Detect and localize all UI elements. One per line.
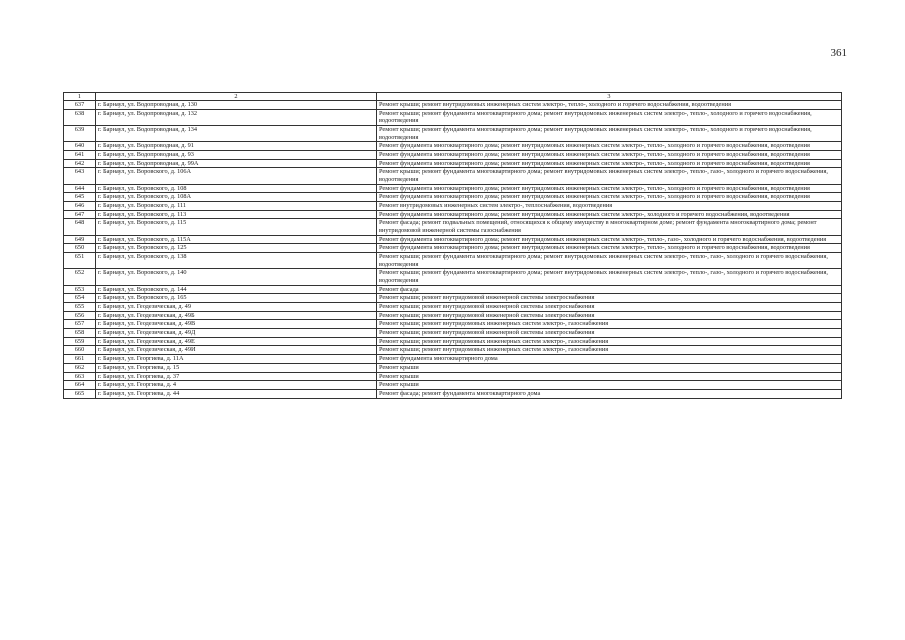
table-row bbox=[64, 346, 842, 355]
works-cell: Ремонт крыши; ремонт внутридомовых инженерных систем электро-, тепло-, холодного и горячего водоснабжения, водоотведения bbox=[377, 101, 842, 110]
row-number-cell: 657 bbox=[64, 320, 96, 329]
header-col-2: 2 bbox=[96, 93, 377, 101]
address-cell: г. Барнаул, ул. Водопроводная, д. 99А bbox=[96, 159, 377, 168]
works-cell: Ремонт фундамента многоквартирного дома; ремонт внутридомовых инженерных систем электро-, тепло-, холодного и горячего водоснабжения, водоотведения bbox=[377, 193, 842, 202]
works-cell: Ремонт крыши; ремонт фундамента многоквартирного дома; ремонт внутридомовых инженерных систем электро-, тепло-, холодного и горячего водоснабжения, водоотведения bbox=[377, 109, 842, 125]
works-cell: Ремонт крыши; ремонт внутридомовой инженерной системы электроснабжения bbox=[377, 303, 842, 312]
table-row bbox=[64, 303, 842, 312]
row-number-cell: 641 bbox=[64, 151, 96, 160]
row-number-cell: 665 bbox=[64, 389, 96, 398]
header-col-3: 3 bbox=[377, 93, 842, 101]
works-cell: Ремонт крыши; ремонт фундамента многоквартирного дома; ремонт внутридомовых инженерных систем электро-, тепло-, газо-, холодного и горячего водоснабжения, водоотведения bbox=[377, 253, 842, 269]
address-cell: г. Барнаул, ул. Воровского, д. 165 bbox=[96, 294, 377, 303]
table-row bbox=[64, 253, 842, 269]
address-cell: г. Барнаул, ул. Георгиева, д. 11А bbox=[96, 355, 377, 364]
row-number-cell: 655 bbox=[64, 303, 96, 312]
table-row bbox=[64, 320, 842, 329]
works-cell: Ремонт фасада bbox=[377, 285, 842, 294]
works-cell: Ремонт фундамента многоквартирного дома; ремонт внутридомовых инженерных систем электро-, тепло-, газо-, холодного и горячего водоснабжения, водоотведения bbox=[377, 235, 842, 244]
table-row bbox=[64, 337, 842, 346]
address-cell: г. Барнаул, ул. Воровского, д. 125 bbox=[96, 244, 377, 253]
table-row bbox=[64, 219, 842, 235]
table-row bbox=[64, 202, 842, 211]
table-row bbox=[64, 372, 842, 381]
table-row bbox=[64, 329, 842, 338]
row-number-cell: 661 bbox=[64, 355, 96, 364]
works-cell: Ремонт фундамента многоквартирного дома; ремонт внутридомовых инженерных систем электро-, тепло-, холодного и горячего водоснабжения, водоотведения bbox=[377, 151, 842, 160]
row-number-cell: 651 bbox=[64, 253, 96, 269]
address-cell: г. Барнаул, ул. Георгиева, д. 44 bbox=[96, 389, 377, 398]
table-row bbox=[64, 244, 842, 253]
works-cell: Ремонт фундамента многоквартирного дома bbox=[377, 355, 842, 364]
row-number-cell: 654 bbox=[64, 294, 96, 303]
address-cell: г. Барнаул, ул. Воровского, д. 144 bbox=[96, 285, 377, 294]
table-row bbox=[64, 269, 842, 285]
row-number-cell: 642 bbox=[64, 159, 96, 168]
table-row bbox=[64, 184, 842, 193]
address-cell: г. Барнаул, ул. Геодезическая, д. 49Д bbox=[96, 329, 377, 338]
address-cell: г. Барнаул, ул. Геодезическая, д. 49И bbox=[96, 346, 377, 355]
table-row bbox=[64, 159, 842, 168]
works-cell: Ремонт фасада; ремонт подвальных помещений, относящихся к общему имуществу в многоквартирном доме; ремонт фундамента многоквартирного дома; ремонт внутридомовой инженерной системы газоснабжения bbox=[377, 219, 842, 235]
address-cell: г. Барнаул, ул. Воровского, д. 115А bbox=[96, 235, 377, 244]
row-number-cell: 649 bbox=[64, 235, 96, 244]
works-cell: Ремонт крыши bbox=[377, 372, 842, 381]
works-cell: Ремонт внутридомовых инженерных систем электро-, теплоснабжения, водоотведения bbox=[377, 202, 842, 211]
address-cell: г. Барнаул, ул. Воровского, д. 106А bbox=[96, 168, 377, 184]
works-cell: Ремонт крыши; ремонт внутридомовых инженерных систем электро-, газоснабжения bbox=[377, 320, 842, 329]
page-number: 361 bbox=[830, 47, 847, 59]
address-cell: г. Барнаул, ул. Георгиева, д. 4 bbox=[96, 381, 377, 390]
address-cell: г. Барнаул, ул. Геодезическая, д. 49Е bbox=[96, 337, 377, 346]
works-cell: Ремонт фундамента многоквартирного дома; ремонт внутридомовых инженерных систем электро-, тепло-, холодного и горячего водоснабжения, водоотведения bbox=[377, 142, 842, 151]
row-number-cell: 645 bbox=[64, 193, 96, 202]
row-number-cell: 638 bbox=[64, 109, 96, 125]
row-number-cell: 646 bbox=[64, 202, 96, 211]
address-cell: г. Барнаул, ул. Водопроводная, д. 91 bbox=[96, 142, 377, 151]
repair-table bbox=[63, 92, 842, 399]
works-cell: Ремонт крыши; ремонт фундамента многоквартирного дома; ремонт внутридомовых инженерных систем электро-, тепло-, газо-, холодного и горячего водоснабжения, водоотведения bbox=[377, 269, 842, 285]
row-number-cell: 656 bbox=[64, 311, 96, 320]
address-cell: г. Барнаул, ул. Воровского, д. 108А bbox=[96, 193, 377, 202]
address-cell: г. Барнаул, ул. Воровского, д. 113 bbox=[96, 210, 377, 219]
table-row bbox=[64, 363, 842, 372]
table-row bbox=[64, 151, 842, 160]
works-cell: Ремонт крыши bbox=[377, 381, 842, 390]
address-cell: г. Барнаул, ул. Геодезическая, д. 49 bbox=[96, 303, 377, 312]
table-header-row bbox=[64, 93, 842, 101]
works-cell: Ремонт крыши; ремонт внутридомовой инженерной системы электроснабжения bbox=[377, 311, 842, 320]
works-cell: Ремонт фасада; ремонт фундамента многоквартирного дома bbox=[377, 389, 842, 398]
row-number-cell: 644 bbox=[64, 184, 96, 193]
row-number-cell: 653 bbox=[64, 285, 96, 294]
address-cell: г. Барнаул, ул. Воровского, д. 138 bbox=[96, 253, 377, 269]
address-cell: г. Барнаул, ул. Водопроводная, д. 93 bbox=[96, 151, 377, 160]
table-container bbox=[63, 92, 841, 399]
table-row bbox=[64, 193, 842, 202]
table-row bbox=[64, 109, 842, 125]
works-cell: Ремонт фундамента многоквартирного дома; ремонт внутридомовых инженерных систем электро-, тепло-, холодного и горячего водоснабжения, водоотведения bbox=[377, 184, 842, 193]
table-row bbox=[64, 285, 842, 294]
works-cell: Ремонт фундамента многоквартирного дома; ремонт внутридомовых инженерных систем электро-, тепло-, холодного и горячего водоснабжения, водоотведения bbox=[377, 159, 842, 168]
table-row bbox=[64, 210, 842, 219]
table-row bbox=[64, 168, 842, 184]
address-cell: г. Барнаул, ул. Георгиева, д. 37 bbox=[96, 372, 377, 381]
works-cell: Ремонт крыши bbox=[377, 363, 842, 372]
table-row bbox=[64, 101, 842, 110]
works-cell: Ремонт крыши; ремонт внутридомовых инженерных систем электро-, газоснабжения bbox=[377, 346, 842, 355]
row-number-cell: 663 bbox=[64, 372, 96, 381]
works-cell: Ремонт крыши; ремонт внутридомовой инженерной системы электроснабжения bbox=[377, 329, 842, 338]
table-row bbox=[64, 311, 842, 320]
works-cell: Ремонт крыши; ремонт фундамента многоквартирного дома; ремонт внутридомовых инженерных систем электро-, тепло-, холодного и горячего водоснабжения, водоотведения bbox=[377, 126, 842, 142]
address-cell: г. Барнаул, ул. Водопроводная, д. 132 bbox=[96, 109, 377, 125]
row-number-cell: 660 bbox=[64, 346, 96, 355]
table-row bbox=[64, 381, 842, 390]
address-cell: г. Барнаул, ул. Георгиева, д. 15 bbox=[96, 363, 377, 372]
table-row bbox=[64, 389, 842, 398]
table-row bbox=[64, 294, 842, 303]
row-number-cell: 658 bbox=[64, 329, 96, 338]
row-number-cell: 639 bbox=[64, 126, 96, 142]
address-cell: г. Барнаул, ул. Водопроводная, д. 134 bbox=[96, 126, 377, 142]
table-row bbox=[64, 235, 842, 244]
works-cell: Ремонт крыши; ремонт фундамента многоквартирного дома; ремонт внутридомовых инженерных систем электро-, тепло-, газо-, холодного и горячего водоснабжения, водоотведения bbox=[377, 168, 842, 184]
table-row bbox=[64, 355, 842, 364]
row-number-cell: 659 bbox=[64, 337, 96, 346]
address-cell: г. Барнаул, ул. Геодезическая, д. 49Б bbox=[96, 311, 377, 320]
row-number-cell: 640 bbox=[64, 142, 96, 151]
table-row bbox=[64, 126, 842, 142]
works-cell: Ремонт фундамента многоквартирного дома; ремонт внутридомовых инженерных систем электро-, холодного и горячего водоснабжения, водоотведения bbox=[377, 210, 842, 219]
row-number-cell: 662 bbox=[64, 363, 96, 372]
works-cell: Ремонт крыши; ремонт внутридомовых инженерных систем электро-, газоснабжения bbox=[377, 337, 842, 346]
address-cell: г. Барнаул, ул. Геодезическая, д. 49В bbox=[96, 320, 377, 329]
row-number-cell: 637 bbox=[64, 101, 96, 110]
table-body bbox=[64, 101, 842, 399]
table-row bbox=[64, 142, 842, 151]
address-cell: г. Барнаул, ул. Воровского, д. 108 bbox=[96, 184, 377, 193]
row-number-cell: 664 bbox=[64, 381, 96, 390]
address-cell: г. Барнаул, ул. Воровского, д. 115 bbox=[96, 219, 377, 235]
works-cell: Ремонт фундамента многоквартирного дома; ремонт внутридомовых инженерных систем электро-, тепло-, холодного и горячего водоснабжения, водоотведения bbox=[377, 244, 842, 253]
header-col-1: 1 bbox=[64, 93, 96, 101]
row-number-cell: 648 bbox=[64, 219, 96, 235]
works-cell: Ремонт крыши; ремонт внутридомовой инженерной системы электроснабжения bbox=[377, 294, 842, 303]
row-number-cell: 643 bbox=[64, 168, 96, 184]
row-number-cell: 650 bbox=[64, 244, 96, 253]
row-number-cell: 647 bbox=[64, 210, 96, 219]
address-cell: г. Барнаул, ул. Водопроводная, д. 130 bbox=[96, 101, 377, 110]
address-cell: г. Барнаул, ул. Воровского, д. 140 bbox=[96, 269, 377, 285]
address-cell: г. Барнаул, ул. Воровского, д. 111 bbox=[96, 202, 377, 211]
row-number-cell: 652 bbox=[64, 269, 96, 285]
